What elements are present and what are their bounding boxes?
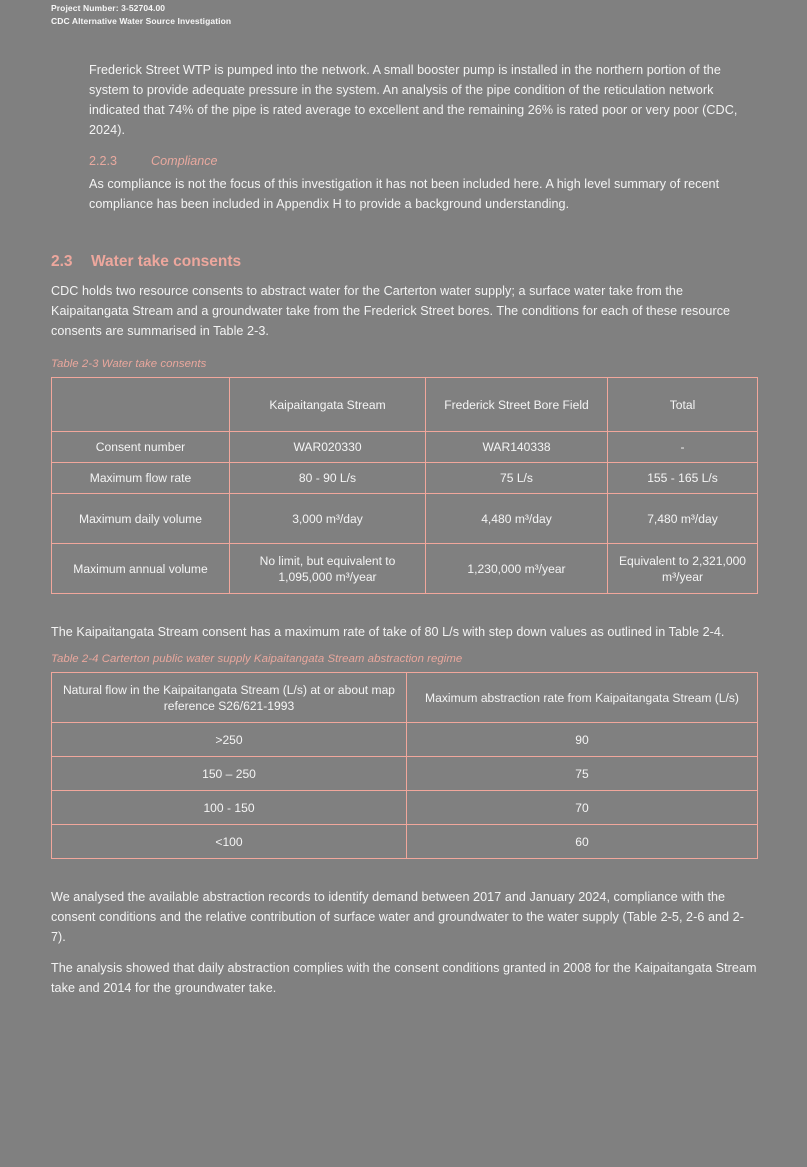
table-cell: WAR020330 — [230, 432, 426, 463]
table-cell: 90 — [407, 723, 758, 757]
table-23-caption: Table 2-3 Water take consents — [51, 358, 207, 370]
paragraph-analysis-2: The analysis showed that daily abstraction complies with the consent conditions granted in 2008 for the Kaipaitangata Stream take and 2014 for the groundwater take. — [51, 961, 757, 995]
row-label: Maximum annual volume — [52, 544, 230, 594]
table-cell: Equivalent to 2,321,000 m³/year — [608, 544, 758, 594]
table-row — [52, 673, 758, 723]
compliance-heading-number: 2.2.3 — [89, 154, 118, 168]
table-cell: 3,000 m³/day — [230, 494, 426, 544]
row-label: Maximum flow rate — [52, 463, 230, 494]
paragraph-analysis-1: We analysed the available abstraction records to identify demand between 2017 and January 2024, compliance with the consent conditions and the relative contribution of surface water and groundwater to the water supply (Table 2-5, 2-6 and 2-7). — [51, 890, 744, 944]
table-row — [52, 757, 758, 791]
compliance-section — [89, 151, 757, 214]
compliance-heading-title: Compliance — [151, 154, 218, 168]
table-cell: <100 — [52, 825, 407, 859]
table-cell: No limit, but equivalent to 1,095,000 m³/year — [230, 544, 426, 594]
after-table-spacer — [51, 594, 757, 622]
table-cell: WAR140338 — [426, 432, 608, 463]
water-take-heading-title: Water take consents — [91, 253, 242, 270]
water-take-paragraph: CDC holds two resource consents to abstract water for the Carterton water supply; a surface water take from the Kaipaitangata Stream and a groundwater take from the Frederick Street bores. The conditions for each of these resource consents are summarised in Table 2-3. — [51, 284, 731, 338]
table-row — [52, 378, 758, 432]
table-row — [52, 723, 758, 757]
paragraph-after-table-23: The Kaipaitangata Stream consent has a maximum rate of take of 80 L/s with step down values as outlined in Table 2-4. — [51, 625, 725, 639]
water-take-heading — [51, 253, 757, 271]
document-content — [51, 60, 757, 1009]
table-23-col-1: Kaipaitangata Stream — [230, 378, 426, 432]
table-23-col-2: Frederick Street Bore Field — [426, 378, 608, 432]
water-take-heading-number: 2.3 — [51, 253, 73, 270]
table-cell: 4,480 m³/day — [426, 494, 608, 544]
table-cell: 80 - 90 L/s — [230, 463, 426, 494]
table-cell: 60 — [407, 825, 758, 859]
table-cell: >250 — [52, 723, 407, 757]
table-row — [52, 463, 758, 494]
table-23-col-0 — [52, 378, 230, 432]
compliance-heading — [89, 151, 757, 171]
table-cell: 155 - 165 L/s — [608, 463, 758, 494]
table-24-col-0: Natural flow in the Kaipaitangata Stream (L/s) at or about map reference S26/621-1993 — [52, 673, 407, 723]
table-abstraction-regime — [51, 672, 758, 859]
table-24-col-1: Maximum abstraction rate from Kaipaitangata Stream (L/s) — [407, 673, 758, 723]
section-spacer — [51, 225, 757, 253]
table-row — [52, 432, 758, 463]
table-cell: 75 — [407, 757, 758, 791]
page-header — [51, 2, 231, 28]
table-cell: - — [608, 432, 758, 463]
table-24-caption: Table 2-4 Carterton public water supply Kaipaitangata Stream abstraction regime — [51, 653, 463, 665]
table-row — [52, 791, 758, 825]
header-project-title: CDC Alternative Water Source Investigation — [51, 16, 232, 26]
table-row — [52, 825, 758, 859]
compliance-paragraph: As compliance is not the focus of this investigation it has not been included here. A high level summary of recent compliance has been included in Appendix H to provide a background understanding. — [89, 177, 720, 211]
intro-paragraph: Frederick Street WTP is pumped into the network. A small booster pump is installed in the northern portion of the system to provide adequate pressure in the system. An analysis of the pipe condition of the reticulation network indicated that 74% of the pipe is rated average to excellent and the remaining 26% is rated poor or very poor (CDC, 2024). — [89, 63, 738, 137]
table-cell: 1,230,000 m³/year — [426, 544, 608, 594]
table-cell: 75 L/s — [426, 463, 608, 494]
table-water-take-consents — [51, 377, 758, 594]
table-cell: 70 — [407, 791, 758, 825]
table-row — [52, 544, 758, 594]
table-row — [52, 494, 758, 544]
row-label: Consent number — [52, 432, 230, 463]
after-table-24-spacer — [51, 859, 757, 887]
table-23-col-3: Total — [608, 378, 758, 432]
row-label: Maximum daily volume — [52, 494, 230, 544]
header-project-number: Project Number: 3-52704.00 — [51, 3, 166, 13]
table-cell: 100 - 150 — [52, 791, 407, 825]
table-cell: 7,480 m³/day — [608, 494, 758, 544]
table-cell: 150 – 250 — [52, 757, 407, 791]
